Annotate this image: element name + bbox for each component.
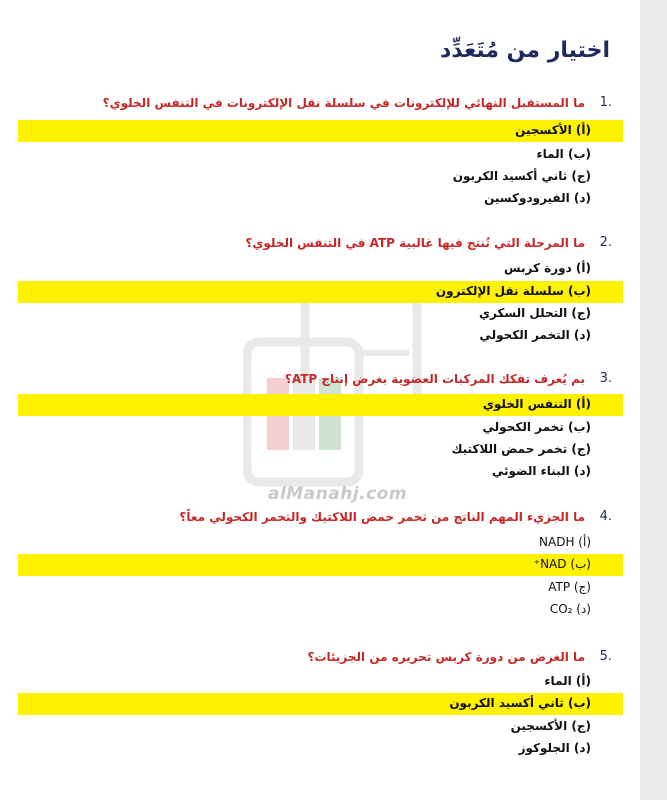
option-q2-b[interactable] [18,281,623,303]
option-label: (أ) NADH [539,535,591,549]
option-q2-d[interactable] [18,325,623,347]
question-number: 5. [599,649,612,664]
page-title: اختيار من مُتَعَدِّد [439,38,610,63]
option-label: (أ) دورة كربس [504,261,591,275]
option-label: (ب) الماء [536,147,591,161]
option-q3-c[interactable] [18,439,623,461]
option-q2-c[interactable] [18,303,623,325]
option-label: (أ) الأكسجين [515,123,591,137]
option-q4-d[interactable] [18,599,623,621]
option-q1-a[interactable] [18,120,623,142]
option-label: (أ) التنفس الخلوي [482,397,591,411]
option-q4-b[interactable] [18,554,623,576]
option-q1-b[interactable] [18,144,623,166]
option-label: (ج) تخمر حمض اللاكتيك [451,442,591,456]
option-label: (ج) الأكسجين [510,719,591,733]
option-q5-c[interactable] [18,716,623,738]
option-label: (د) CO₂ [549,602,591,616]
option-q4-c[interactable] [18,577,623,599]
option-q5-a[interactable] [18,671,623,693]
question-text: ما المرحلة التي تُنتج فيها غالبية ATP في التنفس الخلوي؟ [245,236,585,250]
question-number: 3. [599,371,612,386]
option-q3-a[interactable] [18,394,623,416]
option-q4-a[interactable] [18,532,623,554]
option-q5-b[interactable] [18,693,623,715]
question-number: 2. [599,235,612,250]
option-label: (د) الفيرودوكسين [484,191,591,205]
option-label: (ب) NAD⁺ [533,557,591,571]
option-label: (د) الجلوكوز [518,741,591,755]
option-q3-d[interactable] [18,461,623,483]
option-label: (أ) الماء [544,674,591,688]
option-label: (ب) سلسلة نقل الإلكترون [435,284,591,298]
option-label: (ب) تخمر الكحولي [482,420,591,434]
option-label: (د) التخمر الكحولي [479,328,591,342]
question-number: 1. [599,95,612,110]
question-number: 4. [599,509,612,524]
option-label: (ج) ثاني أكسيد الكربون [452,169,591,183]
option-label: (ج) ATP [548,580,591,594]
option-q1-d[interactable] [18,188,623,210]
option-q2-a[interactable] [18,258,623,280]
question-text: ما المستقبل النهائي للإلكترونات في سلسلة نقل الإلكترونات في التنفس الخلوي؟ [102,96,585,110]
option-q1-c[interactable] [18,166,623,188]
option-label: (ج) التحلل السكري [478,306,591,320]
watermark-text: alManahj.com [268,484,408,504]
option-q3-b[interactable] [18,417,623,439]
option-label: (ب) ثاني أكسيد الكربون [449,696,591,710]
question-text: ما الغرض من دورة كربس تحريره من الجزيئات؟ [307,650,585,664]
question-text: ما الجزيء المهم الناتج من تخمر حمض اللاكتيك والتخمر الكحولي معاً؟ [179,510,585,524]
question-text: بم يُعرف تفكك المركبات العضوية بغرض إنتاج ATP؟ [284,372,585,386]
option-q5-d[interactable] [18,738,623,760]
option-label: (د) البناء الضوئي [491,464,591,478]
